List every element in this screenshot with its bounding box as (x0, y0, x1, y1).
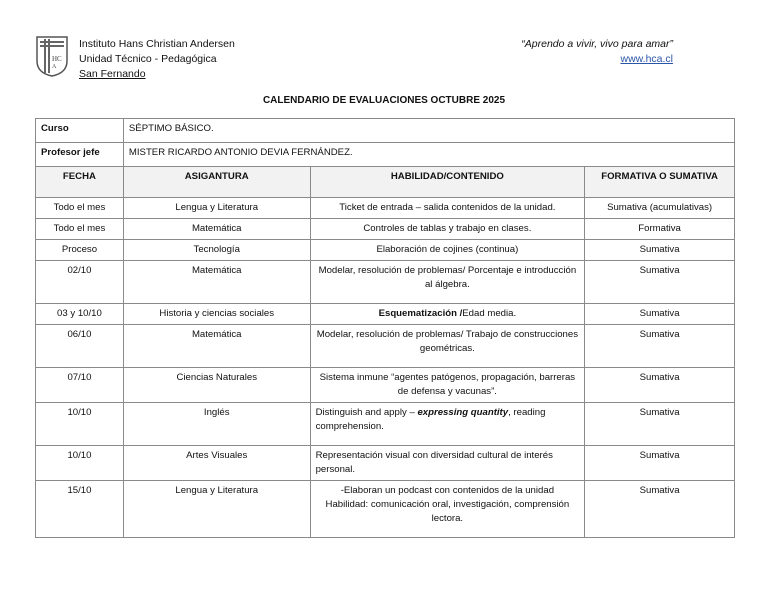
column-header-date: FECHA (36, 167, 124, 198)
row-date: Todo el mes (36, 219, 124, 240)
table-row (36, 219, 735, 240)
table-row (36, 446, 735, 481)
institution-name: Instituto Hans Christian Andersen (79, 38, 235, 50)
evaluation-table (35, 118, 735, 538)
column-header-content: HABILIDAD/CONTENIDO (310, 167, 585, 198)
row-subject: Historia y ciencias sociales (123, 304, 310, 325)
column-header-subject: ASIGANTURA (123, 167, 310, 198)
institution-unit: Unidad Técnico - Pedagógica (79, 53, 217, 65)
row-date: 15/10 (36, 481, 124, 538)
row-type: Sumativa (585, 304, 735, 325)
row-subject: Lengua y Literatura (123, 198, 310, 219)
row-date: 03 y 10/10 (36, 304, 124, 325)
row-subject: Lengua y Literatura (123, 481, 310, 538)
teacher-label: Profesor jefe (36, 143, 124, 167)
row-content: Elaboración de cojines (continua) (310, 240, 585, 261)
column-header-type: FORMATIVA O SUMATIVA (585, 167, 735, 198)
table-header (36, 167, 735, 198)
table-row (36, 240, 735, 261)
school-crest-icon (35, 35, 69, 77)
row-subject: Tecnología (123, 240, 310, 261)
row-date: 07/10 (36, 368, 124, 403)
row-content (310, 481, 585, 538)
row-content-rest: , reading comprehension. (315, 407, 546, 432)
row-content: Modelar, resolución de problemas/ Porcentaje e introducción al álgebra. (310, 261, 585, 304)
row-date: 06/10 (36, 325, 124, 368)
row-content: Modelar, resolución de problemas/ Trabajo de construcciones geométricas. (310, 325, 585, 368)
row-content: Ticket de entrada – salida contenidos de la unidad. (310, 198, 585, 219)
teacher-row (36, 143, 735, 167)
table-row (36, 368, 735, 403)
institution-block (79, 37, 235, 82)
svg-text:A: A (52, 64, 57, 70)
course-row (36, 119, 735, 143)
institution-city: San Fernando (79, 68, 146, 80)
row-content: Representación visual con diversidad cultural de interés personal. (310, 446, 585, 481)
row-date: Proceso (36, 240, 124, 261)
row-date: 10/10 (36, 446, 124, 481)
row-content-emphasis: expressing quantity (417, 407, 509, 418)
row-content (310, 403, 585, 446)
table-row (36, 304, 735, 325)
table-row (36, 325, 735, 368)
course-label: Curso (36, 119, 124, 143)
table-row (36, 198, 735, 219)
row-subject: Inglés (123, 403, 310, 446)
row-content-rest: Edad media. (462, 308, 517, 319)
row-type: Sumativa (585, 240, 735, 261)
row-subject: Matemática (123, 219, 310, 240)
motto-block (500, 37, 673, 67)
row-content (310, 304, 585, 325)
row-subject: Ciencias Naturales (123, 368, 310, 403)
row-content: Sistema inmune “agentes patógenos, propagación, barreras de defensa y vacunas”. (310, 368, 585, 403)
row-type: Sumativa (585, 403, 735, 446)
row-subject: Matemática (123, 325, 310, 368)
row-type: Sumativa (585, 446, 735, 481)
row-content-line1: -Elaboran un podcast con contenidos de la unidad (340, 485, 555, 496)
row-content: Controles de tablas y trabajo en clases. (310, 219, 585, 240)
svg-text:HC: HC (52, 55, 62, 63)
table-row (36, 481, 735, 538)
row-date: Todo el mes (36, 198, 124, 219)
website-link[interactable]: www.hca.cl (620, 53, 673, 65)
row-type: Sumativa (acumulativas) (585, 198, 735, 219)
table-row (36, 403, 735, 446)
row-type: Formativa (585, 219, 735, 240)
course-value: SÉPTIMO BÁSICO. (123, 119, 734, 143)
table-row (36, 261, 735, 304)
row-date: 10/10 (36, 403, 124, 446)
row-content-bold: Esquematización / (378, 308, 463, 319)
row-content-pre: Distinguish and apply – (315, 407, 418, 418)
row-type: Sumativa (585, 368, 735, 403)
row-type: Sumativa (585, 325, 735, 368)
teacher-value: MISTER RICARDO ANTONIO DEVIA FERNÁNDEZ. (123, 143, 734, 167)
row-subject: Matemática (123, 261, 310, 304)
row-type: Sumativa (585, 481, 735, 538)
motto-text: “Aprendo a vivir, vivo para amar” (521, 38, 673, 50)
row-date: 02/10 (36, 261, 124, 304)
page-title: CALENDARIO DE EVALUACIONES OCTUBRE 2025 (262, 95, 506, 106)
row-type: Sumativa (585, 261, 735, 304)
row-subject: Artes Visuales (123, 446, 310, 481)
row-content-line2: Habilidad: comunicación oral, investigación, comprensión lectora. (325, 499, 570, 524)
